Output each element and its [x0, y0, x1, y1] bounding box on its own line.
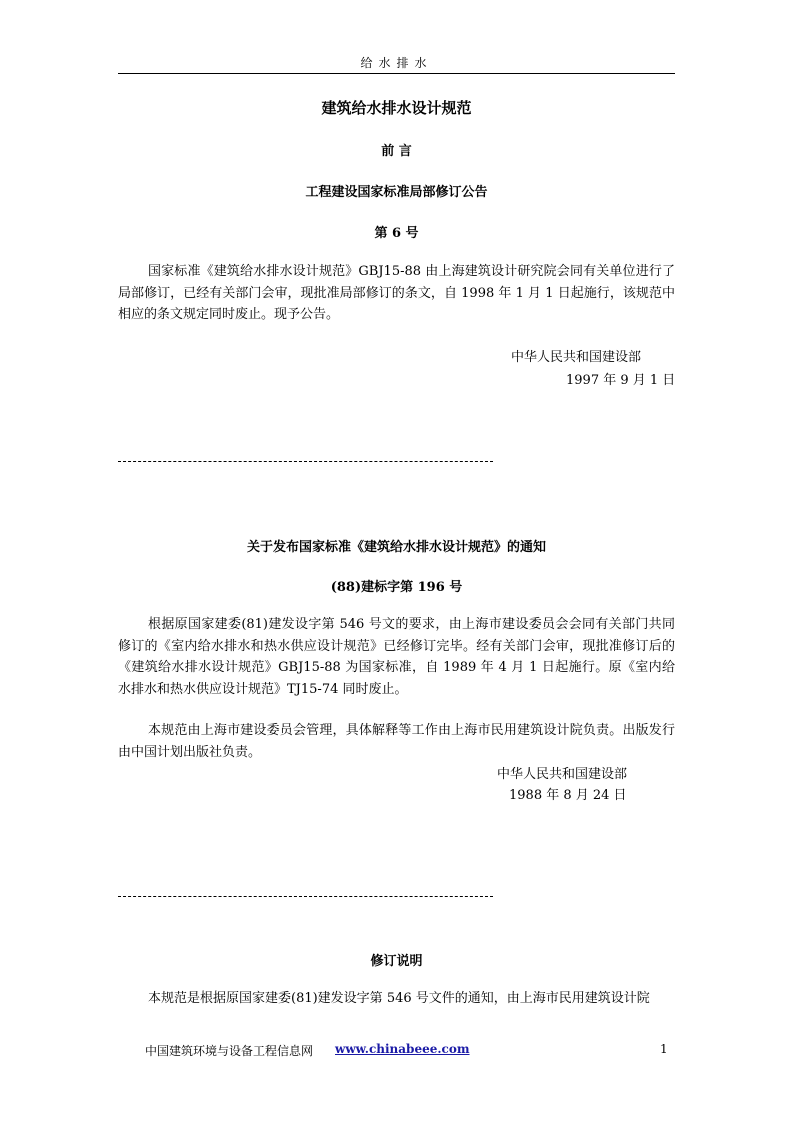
running-header: 给水排水 — [360, 56, 433, 70]
notice-paragraph-1: 根据原国家建委(81)建发设字第 546 号文的要求，由上海市建设委员会会同有关部门共同修订的《室内给水排水和热水供应设计规范》已经修订完毕。经有关部门会审，现批准修订后的《建筑给水排水设计规范》GBJ15-88 为国家标准，自 1989 年 4 月 1 日起施行。原《室内给水排水和热水供应设计规范》TJ15-74 同时废止。 — [118, 617, 675, 697]
revision-heading: 修订说明 — [370, 954, 423, 969]
announcement-body: 国家标准《建筑给水排水设计规范》GBJ15-88 由上海建筑设计研究院会同有关单位进行了局部修订，已经有关部门会审，现批准局部修订的条文，自 1998 年 1 月 1 日起施行，该规范中相应的条文规定同时废止。现予公告。 — [118, 264, 675, 322]
announcement-number: 第 6 号 — [374, 226, 419, 241]
notice-paragraph-2: 本规范由上海市建设委员会管理，具体解释等工作由上海市民用建筑设计院负责。出版发行由中国计划出版社负责。 — [118, 723, 675, 760]
footer-link[interactable]: www.chinabeee.com — [335, 1042, 470, 1056]
announcement-title: 工程建设国家标准局部修订公告 — [305, 185, 488, 200]
footer-site-name: 中国建筑环境与设备工程信息网 — [145, 1044, 314, 1058]
notice-signature-date: 1988 年 8 月 24 日 — [509, 788, 627, 803]
preface-signature-date: 1997 年 9 月 1 日 — [566, 373, 676, 388]
section-divider — [118, 896, 493, 897]
document-title: 建筑给水排水设计规范 — [321, 99, 472, 117]
preface-signature-org: 中华人民共和国建设部 — [511, 350, 642, 365]
section-divider — [118, 461, 493, 462]
notice-signature-org: 中华人民共和国建设部 — [497, 767, 628, 782]
header-rule — [118, 73, 675, 74]
preface-heading: 前 言 — [381, 144, 412, 159]
notice-title: 关于发布国家标准《建筑给水排水设计规范》的通知 — [246, 540, 546, 555]
revision-body: 本规范是根据原国家建委(81)建发设字第 546 号文件的通知，由上海市民用建筑设计院 — [148, 991, 650, 1006]
notice-number: (88)建标字第 196 号 — [330, 580, 463, 595]
page-number: 1 — [660, 1042, 668, 1056]
